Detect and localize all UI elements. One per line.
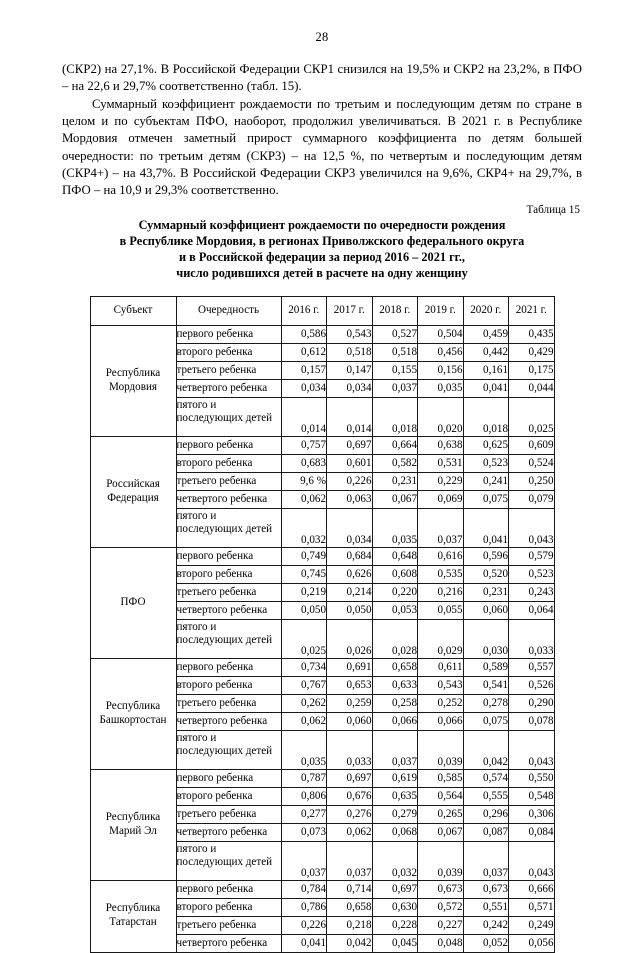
value-cell: 0,523 bbox=[509, 565, 555, 583]
column-header-year-2016: 2016 г. bbox=[281, 296, 327, 325]
order-cell: второго ребенка bbox=[176, 565, 281, 583]
value-cell: 0,697 bbox=[327, 436, 373, 454]
value-cell: 0,050 bbox=[327, 601, 373, 619]
value-cell: 0,664 bbox=[372, 436, 418, 454]
order-cell: четвертого ребенка bbox=[176, 823, 281, 841]
value-cell: 0,277 bbox=[281, 805, 327, 823]
value-cell: 0,684 bbox=[327, 547, 373, 565]
value-cell: 0,037 bbox=[327, 841, 373, 880]
value-cell: 0,037 bbox=[372, 379, 418, 397]
value-cell: 0,055 bbox=[418, 601, 464, 619]
value-cell: 0,060 bbox=[463, 601, 509, 619]
value-cell: 0,078 bbox=[509, 712, 555, 730]
order-cell: второго ребенка bbox=[176, 676, 281, 694]
order-label-line: пятого и bbox=[176, 731, 217, 744]
value-cell: 0,041 bbox=[463, 508, 509, 547]
table-body bbox=[90, 325, 554, 952]
value-cell: 0,063 bbox=[327, 490, 373, 508]
subject-line: Республика bbox=[105, 366, 161, 379]
value-cell: 0,030 bbox=[463, 619, 509, 658]
subject-cell bbox=[90, 436, 176, 547]
value-cell: 0,276 bbox=[327, 805, 373, 823]
order-cell: первого ребенка bbox=[176, 325, 281, 343]
subject-cell bbox=[90, 325, 176, 436]
value-cell: 0,069 bbox=[418, 490, 464, 508]
paragraph-2: Суммарный коэффициент рождаемости по третьим и последующим детям по стране в целом и по субъектам ПФО, наоборот, продолжил увеличиваться. В 2021 г. в Республике Мордовия отмечен заметный прирост суммарного коэффициента по детям большей очередности: по третьим детям (СКР3) – на 12,5 %, по четвертым и последующим детям (СКР4+) – на 43,7%. В Российской Федерации СКР3 увеличился на 9,6%, СКР4+ на 29,7%, в ПФО – на 10,9 и 29,3% соответственно. bbox=[62, 96, 582, 198]
order-cell bbox=[176, 841, 281, 880]
value-cell: 0,229 bbox=[418, 472, 464, 490]
table-row bbox=[90, 436, 554, 454]
order-label-line: последующих детей bbox=[176, 522, 273, 535]
value-cell: 0,041 bbox=[463, 379, 509, 397]
value-cell: 0,548 bbox=[509, 787, 555, 805]
value-cell: 0,045 bbox=[372, 934, 418, 952]
order-cell: первого ребенка bbox=[176, 658, 281, 676]
order-cell: четвертого ребенка bbox=[176, 601, 281, 619]
value-cell: 0,633 bbox=[372, 676, 418, 694]
value-cell: 0,504 bbox=[418, 325, 464, 343]
value-cell: 0,064 bbox=[509, 601, 555, 619]
value-cell: 0,608 bbox=[372, 565, 418, 583]
value-cell: 0,543 bbox=[327, 325, 373, 343]
order-cell: третьего ребенка bbox=[176, 694, 281, 712]
value-cell: 0,543 bbox=[418, 676, 464, 694]
subject-line: Башкортостан bbox=[99, 713, 167, 726]
value-cell: 0,648 bbox=[372, 547, 418, 565]
value-cell: 0,658 bbox=[327, 898, 373, 916]
value-cell: 0,579 bbox=[509, 547, 555, 565]
value-cell: 0,037 bbox=[418, 508, 464, 547]
value-cell: 0,242 bbox=[463, 916, 509, 934]
value-cell: 0,585 bbox=[418, 769, 464, 787]
value-cell: 0,249 bbox=[509, 916, 555, 934]
value-cell: 0,523 bbox=[463, 454, 509, 472]
value-cell: 0,067 bbox=[372, 490, 418, 508]
value-cell: 0,572 bbox=[418, 898, 464, 916]
value-cell: 0,582 bbox=[372, 454, 418, 472]
value-cell: 0,216 bbox=[418, 583, 464, 601]
value-cell: 0,214 bbox=[327, 583, 373, 601]
value-cell: 0,784 bbox=[281, 880, 327, 898]
value-cell: 0,226 bbox=[327, 472, 373, 490]
value-cell: 0,787 bbox=[281, 769, 327, 787]
table-row bbox=[90, 769, 554, 787]
value-cell: 0,586 bbox=[281, 325, 327, 343]
value-cell: 0,087 bbox=[463, 823, 509, 841]
order-cell: третьего ребенка bbox=[176, 805, 281, 823]
order-label-line: пятого и bbox=[176, 398, 217, 411]
value-cell: 0,053 bbox=[372, 601, 418, 619]
value-cell: 0,279 bbox=[372, 805, 418, 823]
value-cell: 0,691 bbox=[327, 658, 373, 676]
order-label-line: пятого и bbox=[176, 509, 217, 522]
value-cell: 0,037 bbox=[463, 841, 509, 880]
value-cell: 0,025 bbox=[509, 397, 555, 436]
value-cell: 0,535 bbox=[418, 565, 464, 583]
column-header-year-2019: 2019 г. bbox=[418, 296, 464, 325]
table-row bbox=[90, 325, 554, 343]
value-cell: 0,226 bbox=[281, 916, 327, 934]
value-cell: 0,035 bbox=[418, 379, 464, 397]
table-title-line-1: Суммарный коэффициент рождаемости по очередности рождения bbox=[138, 217, 506, 232]
value-cell: 0,550 bbox=[509, 769, 555, 787]
value-cell: 0,697 bbox=[327, 769, 373, 787]
value-cell: 0,571 bbox=[509, 898, 555, 916]
order-label-line: последующих детей bbox=[176, 744, 273, 757]
value-cell: 0,459 bbox=[463, 325, 509, 343]
value-cell: 0,676 bbox=[327, 787, 373, 805]
order-cell: четвертого ребенка bbox=[176, 379, 281, 397]
value-cell: 0,037 bbox=[372, 730, 418, 769]
order-cell bbox=[176, 508, 281, 547]
table-row bbox=[90, 547, 554, 565]
value-cell: 0,025 bbox=[281, 619, 327, 658]
subject-cell bbox=[90, 880, 176, 952]
value-cell: 0,589 bbox=[463, 658, 509, 676]
value-cell: 0,155 bbox=[372, 361, 418, 379]
order-cell: четвертого ребенка bbox=[176, 712, 281, 730]
column-header-year-2018: 2018 г. bbox=[372, 296, 418, 325]
order-cell: первого ребенка bbox=[176, 547, 281, 565]
order-cell: третьего ребенка bbox=[176, 583, 281, 601]
value-cell: 0,048 bbox=[418, 934, 464, 952]
value-cell: 9,6 % bbox=[281, 472, 327, 490]
order-cell bbox=[176, 730, 281, 769]
value-cell: 0,259 bbox=[327, 694, 373, 712]
value-cell: 0,042 bbox=[327, 934, 373, 952]
value-cell: 0,219 bbox=[281, 583, 327, 601]
value-cell: 0,262 bbox=[281, 694, 327, 712]
subject-cell bbox=[90, 547, 176, 658]
value-cell: 0,767 bbox=[281, 676, 327, 694]
value-cell: 0,786 bbox=[281, 898, 327, 916]
value-cell: 0,596 bbox=[463, 547, 509, 565]
value-cell: 0,032 bbox=[281, 508, 327, 547]
page-number: 28 bbox=[315, 30, 329, 44]
order-cell: второго ребенка bbox=[176, 454, 281, 472]
order-cell: второго ребенка bbox=[176, 787, 281, 805]
value-cell: 0,043 bbox=[509, 508, 555, 547]
value-cell: 0,042 bbox=[463, 730, 509, 769]
subject-line: Республика bbox=[105, 810, 161, 823]
value-cell: 0,035 bbox=[281, 730, 327, 769]
value-cell: 0,683 bbox=[281, 454, 327, 472]
value-cell: 0,037 bbox=[281, 841, 327, 880]
value-cell: 0,066 bbox=[372, 712, 418, 730]
value-cell: 0,014 bbox=[327, 397, 373, 436]
order-cell bbox=[176, 397, 281, 436]
value-cell: 0,073 bbox=[281, 823, 327, 841]
value-cell: 0,557 bbox=[509, 658, 555, 676]
value-cell: 0,555 bbox=[463, 787, 509, 805]
value-cell: 0,075 bbox=[463, 490, 509, 508]
value-cell: 0,056 bbox=[509, 934, 555, 952]
value-cell: 0,745 bbox=[281, 565, 327, 583]
value-cell: 0,673 bbox=[463, 880, 509, 898]
value-cell: 0,157 bbox=[281, 361, 327, 379]
value-cell: 0,034 bbox=[327, 379, 373, 397]
table-row bbox=[90, 658, 554, 676]
value-cell: 0,241 bbox=[463, 472, 509, 490]
subject-line: Татарстан bbox=[109, 916, 157, 929]
order-cell: третьего ребенка bbox=[176, 916, 281, 934]
value-cell: 0,265 bbox=[418, 805, 464, 823]
value-cell: 0,635 bbox=[372, 787, 418, 805]
value-cell: 0,079 bbox=[509, 490, 555, 508]
value-cell: 0,697 bbox=[372, 880, 418, 898]
value-cell: 0,524 bbox=[509, 454, 555, 472]
subject-line: Марий Эл bbox=[109, 824, 157, 837]
value-cell: 0,020 bbox=[418, 397, 464, 436]
value-cell: 0,666 bbox=[509, 880, 555, 898]
value-cell: 0,541 bbox=[463, 676, 509, 694]
value-cell: 0,429 bbox=[509, 343, 555, 361]
value-cell: 0,062 bbox=[327, 823, 373, 841]
value-cell: 0,442 bbox=[463, 343, 509, 361]
order-cell: второго ребенка bbox=[176, 898, 281, 916]
value-cell: 0,050 bbox=[281, 601, 327, 619]
value-cell: 0,531 bbox=[418, 454, 464, 472]
value-cell: 0,757 bbox=[281, 436, 327, 454]
value-cell: 0,028 bbox=[372, 619, 418, 658]
value-cell: 0,147 bbox=[327, 361, 373, 379]
value-cell: 0,626 bbox=[327, 565, 373, 583]
subject-cell bbox=[90, 658, 176, 769]
value-cell: 0,456 bbox=[418, 343, 464, 361]
value-cell: 0,227 bbox=[418, 916, 464, 934]
subject-line: Российская bbox=[106, 477, 160, 490]
value-cell: 0,067 bbox=[418, 823, 464, 841]
order-cell: четвертого ребенка bbox=[176, 934, 281, 952]
value-cell: 0,062 bbox=[281, 712, 327, 730]
fertility-rate-table bbox=[90, 296, 555, 953]
value-cell: 0,638 bbox=[418, 436, 464, 454]
value-cell: 0,258 bbox=[372, 694, 418, 712]
value-cell: 0,033 bbox=[509, 619, 555, 658]
value-cell: 0,039 bbox=[418, 730, 464, 769]
table-label: Таблица 15 bbox=[526, 203, 580, 216]
value-cell: 0,306 bbox=[509, 805, 555, 823]
value-cell: 0,749 bbox=[281, 547, 327, 565]
value-cell: 0,673 bbox=[418, 880, 464, 898]
order-cell: первого ребенка bbox=[176, 436, 281, 454]
value-cell: 0,630 bbox=[372, 898, 418, 916]
order-cell: первого ребенка bbox=[176, 769, 281, 787]
subject-cell bbox=[90, 769, 176, 880]
table-header bbox=[90, 296, 554, 325]
value-cell: 0,034 bbox=[281, 379, 327, 397]
order-label-line: пятого и bbox=[176, 620, 217, 633]
column-header-order: Очередность bbox=[176, 296, 281, 325]
value-cell: 0,296 bbox=[463, 805, 509, 823]
value-cell: 0,231 bbox=[372, 472, 418, 490]
value-cell: 0,033 bbox=[327, 730, 373, 769]
value-cell: 0,526 bbox=[509, 676, 555, 694]
value-cell: 0,520 bbox=[463, 565, 509, 583]
subject-line: ПФО bbox=[120, 595, 146, 608]
value-cell: 0,231 bbox=[463, 583, 509, 601]
value-cell: 0,026 bbox=[327, 619, 373, 658]
value-cell: 0,527 bbox=[372, 325, 418, 343]
value-cell: 0,060 bbox=[327, 712, 373, 730]
value-cell: 0,518 bbox=[372, 343, 418, 361]
value-cell: 0,658 bbox=[372, 658, 418, 676]
value-cell: 0,068 bbox=[372, 823, 418, 841]
value-cell: 0,551 bbox=[463, 898, 509, 916]
value-cell: 0,653 bbox=[327, 676, 373, 694]
value-cell: 0,066 bbox=[418, 712, 464, 730]
value-cell: 0,616 bbox=[418, 547, 464, 565]
order-label-line: последующих детей bbox=[176, 855, 273, 868]
table-title bbox=[62, 218, 582, 282]
value-cell: 0,175 bbox=[509, 361, 555, 379]
value-cell: 0,564 bbox=[418, 787, 464, 805]
table-title-line-3: и в Российской федерации за период 2016 – 2021 гг., bbox=[178, 249, 465, 264]
value-cell: 0,052 bbox=[463, 934, 509, 952]
value-cell: 0,018 bbox=[463, 397, 509, 436]
value-cell: 0,714 bbox=[327, 880, 373, 898]
value-cell: 0,218 bbox=[327, 916, 373, 934]
value-cell: 0,043 bbox=[509, 841, 555, 880]
value-cell: 0,611 bbox=[418, 658, 464, 676]
value-cell: 0,014 bbox=[281, 397, 327, 436]
value-cell: 0,612 bbox=[281, 343, 327, 361]
value-cell: 0,518 bbox=[327, 343, 373, 361]
value-cell: 0,625 bbox=[463, 436, 509, 454]
table-header-row bbox=[90, 296, 554, 325]
value-cell: 0,044 bbox=[509, 379, 555, 397]
column-header-year-2020: 2020 г. bbox=[463, 296, 509, 325]
value-cell: 0,062 bbox=[281, 490, 327, 508]
value-cell: 0,601 bbox=[327, 454, 373, 472]
table-title-line-4: число родившихся детей в расчете на одну женщину bbox=[176, 265, 468, 280]
order-cell: первого ребенка bbox=[176, 880, 281, 898]
value-cell: 0,029 bbox=[418, 619, 464, 658]
value-cell: 0,619 bbox=[372, 769, 418, 787]
value-cell: 0,043 bbox=[509, 730, 555, 769]
value-cell: 0,161 bbox=[463, 361, 509, 379]
order-cell: третьего ребенка bbox=[176, 472, 281, 490]
order-cell: четвертого ребенка bbox=[176, 490, 281, 508]
order-label-line: пятого и bbox=[176, 842, 217, 855]
column-header-year-2017: 2017 г. bbox=[327, 296, 373, 325]
value-cell: 0,041 bbox=[281, 934, 327, 952]
value-cell: 0,574 bbox=[463, 769, 509, 787]
subject-line: Федерация bbox=[107, 491, 159, 504]
value-cell: 0,290 bbox=[509, 694, 555, 712]
value-cell: 0,734 bbox=[281, 658, 327, 676]
value-cell: 0,250 bbox=[509, 472, 555, 490]
value-cell: 0,228 bbox=[372, 916, 418, 934]
value-cell: 0,220 bbox=[372, 583, 418, 601]
value-cell: 0,806 bbox=[281, 787, 327, 805]
value-cell: 0,075 bbox=[463, 712, 509, 730]
table-row bbox=[90, 880, 554, 898]
table-title-line-2: в Республике Мордовия, в регионах Приволжского федерального округа bbox=[119, 233, 525, 248]
subject-line: Республика bbox=[105, 699, 161, 712]
value-cell: 0,039 bbox=[418, 841, 464, 880]
value-cell: 0,156 bbox=[418, 361, 464, 379]
order-cell: второго ребенка bbox=[176, 343, 281, 361]
value-cell: 0,435 bbox=[509, 325, 555, 343]
subject-line: Республика bbox=[105, 902, 161, 915]
value-cell: 0,032 bbox=[372, 841, 418, 880]
value-cell: 0,252 bbox=[418, 694, 464, 712]
value-cell: 0,243 bbox=[509, 583, 555, 601]
value-cell: 0,278 bbox=[463, 694, 509, 712]
value-cell: 0,035 bbox=[372, 508, 418, 547]
order-label-line: последующих детей bbox=[176, 411, 273, 424]
subject-line: Мордовия bbox=[108, 380, 157, 393]
value-cell: 0,609 bbox=[509, 436, 555, 454]
value-cell: 0,034 bbox=[327, 508, 373, 547]
order-cell bbox=[176, 619, 281, 658]
value-cell: 0,018 bbox=[372, 397, 418, 436]
order-cell: третьего ребенка bbox=[176, 361, 281, 379]
column-header-subject: Субъект bbox=[90, 296, 176, 325]
order-label-line: последующих детей bbox=[176, 633, 273, 646]
column-header-year-2021: 2021 г. bbox=[509, 296, 555, 325]
value-cell: 0,084 bbox=[509, 823, 555, 841]
paragraph-1: (СКР2) на 27,1%. В Российской Федерации СКР1 снизился на 19,5% и СКР2 на 23,2%, в ПФО – на 22,6 и 29,7% соответственно (табл. 15). bbox=[62, 62, 582, 94]
